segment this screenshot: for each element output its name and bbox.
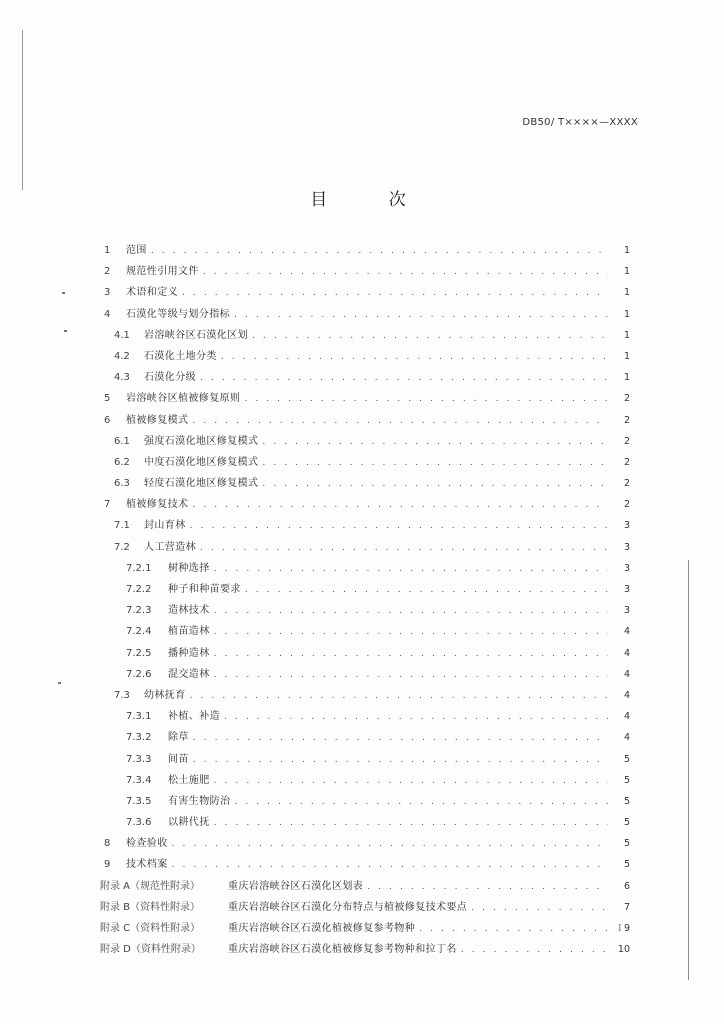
toc-entry-title: 植被修复模式 xyxy=(126,414,189,426)
toc-dot-leader xyxy=(234,792,608,813)
toc-entry-page: 1 xyxy=(623,245,630,256)
toc-dot-leader xyxy=(244,389,608,410)
toc-entry-number: 7.3.5 xyxy=(126,795,152,807)
toc-entry[interactable] xyxy=(100,727,630,748)
toc-entry-number: 4 xyxy=(104,308,111,320)
toc-dot-leader xyxy=(262,453,608,474)
toc-entry-title: 间苗 xyxy=(168,753,189,765)
toc-dot-leader xyxy=(182,283,608,304)
toc-entry-title: 强度石漠化地区修复模式 xyxy=(144,435,259,447)
toc-dot-leader xyxy=(193,750,608,771)
toc-entry-page: 1 xyxy=(623,350,630,362)
toc-entry[interactable] xyxy=(100,876,630,897)
toc-entry-title: 人工营造林 xyxy=(144,541,196,553)
toc-dot-leader xyxy=(203,262,608,283)
toc-entry[interactable] xyxy=(100,431,630,452)
toc-entry-number: 8 xyxy=(104,838,111,850)
table-of-contents xyxy=(100,240,630,960)
toc-entry[interactable] xyxy=(100,621,630,642)
toc-entry-title: 植苗造林 xyxy=(168,626,210,638)
toc-entry-number: 6.3 xyxy=(114,478,130,490)
toc-entry-title: 规范性引用文件 xyxy=(126,266,199,278)
toc-entry-page: 3 xyxy=(623,562,630,574)
toc-entry-page: 1 xyxy=(623,287,630,299)
scan-speck xyxy=(64,330,67,332)
toc-entry-title: 重庆岩溶峡谷区石漠化植被修复参考物种和拉丁名 xyxy=(228,944,457,956)
toc-dot-leader xyxy=(461,940,608,961)
toc-entry[interactable] xyxy=(100,473,630,494)
toc-entry[interactable] xyxy=(100,515,630,536)
toc-entry-title: 石漠化分级 xyxy=(144,372,196,384)
toc-entry[interactable] xyxy=(100,812,630,833)
toc-entry[interactable] xyxy=(100,558,630,579)
toc-entry-title: 封山育林 xyxy=(144,520,186,532)
toc-entry[interactable] xyxy=(100,537,630,558)
toc-entry[interactable] xyxy=(100,325,630,346)
toc-entry-number: 1 xyxy=(104,245,111,256)
toc-entry-number: 7.2.3 xyxy=(126,605,152,617)
toc-entry-page: 1 xyxy=(623,329,630,341)
page-number-mark: I xyxy=(618,924,622,934)
toc-dot-leader xyxy=(252,326,608,347)
toc-entry-page: 6 xyxy=(623,880,630,892)
toc-dot-leader xyxy=(192,411,608,432)
toc-entry-page: 10 xyxy=(617,944,630,956)
toc-entry-number: 3 xyxy=(104,287,111,299)
toc-entry-title: 范围 xyxy=(126,245,147,256)
scan-speck xyxy=(58,682,61,684)
scan-edge-left xyxy=(22,30,23,190)
toc-entry-number: 附录 A（规范性附录） xyxy=(100,880,201,892)
toc-entry-title: 检查验收 xyxy=(126,838,168,850)
toc-entry[interactable] xyxy=(100,261,630,282)
toc-entry[interactable] xyxy=(100,854,630,875)
toc-entry-title: 播种造林 xyxy=(168,647,210,659)
toc-entry[interactable] xyxy=(100,282,630,303)
toc-entry-page: 4 xyxy=(623,647,630,659)
toc-entry-page: 2 xyxy=(623,414,630,426)
toc-dot-leader xyxy=(151,241,608,262)
toc-entry-page: 5 xyxy=(623,774,630,786)
toc-entry-page: 3 xyxy=(623,584,630,595)
toc-entry-title: 重庆岩溶峡谷区石漠化分布特点与植被修复技术要点 xyxy=(228,901,468,913)
toc-dot-leader xyxy=(214,622,608,643)
toc-entry-number: 7.3.1 xyxy=(126,711,152,723)
toc-entry-page: 2 xyxy=(623,456,630,468)
document-code: DB50/ T××××—XXXX xyxy=(522,117,638,128)
toc-entry-title: 混交造林 xyxy=(168,668,210,680)
toc-entry-number: 附录 B（资料性附录） xyxy=(100,901,201,913)
toc-dot-leader xyxy=(214,644,608,665)
toc-entry-number: 7.3.3 xyxy=(126,753,152,765)
toc-entry-page: 2 xyxy=(623,499,630,511)
toc-entry[interactable] xyxy=(100,897,630,918)
toc-entry-title: 造林技术 xyxy=(168,605,210,617)
toc-entry[interactable] xyxy=(100,664,630,685)
toc-entry-number: 7 xyxy=(104,499,111,511)
toc-entry-page: 4 xyxy=(623,668,630,680)
toc-entry-number: 4.3 xyxy=(114,372,130,384)
toc-entry[interactable] xyxy=(100,749,630,770)
toc-dot-leader xyxy=(245,580,608,601)
toc-entry[interactable] xyxy=(100,833,630,854)
toc-entry[interactable] xyxy=(100,452,630,473)
toc-dot-leader xyxy=(192,495,608,516)
toc-entry[interactable] xyxy=(100,685,630,706)
toc-dot-leader xyxy=(419,919,608,940)
toc-entry-page: 3 xyxy=(623,605,630,617)
toc-entry-number: 6 xyxy=(104,414,111,426)
toc-entry-title: 轻度石漠化地区修复模式 xyxy=(144,478,259,490)
toc-entry-title: 以耕代抚 xyxy=(168,817,210,829)
toc-entry[interactable] xyxy=(100,346,630,367)
toc-entry-title: 重庆岩溶峡谷区石漠化植被修复参考物种 xyxy=(228,923,416,934)
toc-entry-page: 2 xyxy=(623,435,630,447)
toc-entry[interactable] xyxy=(100,706,630,727)
toc-dot-leader xyxy=(262,474,608,495)
toc-entry-number: 6.2 xyxy=(114,456,130,468)
toc-entry-title: 中度石漠化地区修复模式 xyxy=(144,456,259,468)
toc-entry-page: 2 xyxy=(623,393,630,405)
toc-entry-number: 7.1 xyxy=(114,520,130,532)
toc-dot-leader xyxy=(234,305,608,326)
toc-dot-leader xyxy=(190,686,608,707)
toc-dot-leader xyxy=(214,601,608,622)
toc-entry-number: 7.3.6 xyxy=(126,817,152,829)
toc-entry-number: 4.1 xyxy=(114,329,130,341)
toc-dot-leader xyxy=(200,368,608,389)
toc-dot-leader xyxy=(172,834,608,855)
scan-edge-right xyxy=(688,560,689,980)
toc-dot-leader xyxy=(200,538,608,559)
toc-entry-page: 5 xyxy=(623,838,630,850)
toc-entry[interactable] xyxy=(100,494,630,515)
toc-entry-number: 7.2.1 xyxy=(126,562,152,574)
toc-entry-page: 7 xyxy=(623,901,630,913)
toc-entry-number: 附录 C（资料性附录） xyxy=(100,923,201,934)
toc-entry-title: 树种选择 xyxy=(168,562,210,574)
toc-dot-leader xyxy=(190,516,608,537)
toc-entry[interactable] xyxy=(100,600,630,621)
toc-entry-title: 幼林抚育 xyxy=(144,689,186,701)
toc-entry-page: 4 xyxy=(623,626,630,638)
toc-entry-title: 岩溶峡谷区植被修复原则 xyxy=(126,393,241,405)
toc-entry-title: 石漠化土地分类 xyxy=(144,350,217,362)
toc-dot-leader xyxy=(193,728,608,749)
toc-entry-page: 4 xyxy=(623,711,630,723)
toc-dot-leader xyxy=(224,707,608,728)
scan-speck xyxy=(62,292,65,294)
toc-entry-page: 1 xyxy=(623,266,630,278)
toc-entry-title: 有害生物防治 xyxy=(168,795,231,807)
toc-entry-number: 7.3.4 xyxy=(126,774,152,786)
toc-entry-title: 植被修复技术 xyxy=(126,499,189,511)
toc-entry-title: 术语和定义 xyxy=(126,287,178,299)
toc-entry-number: 7.2.6 xyxy=(126,668,152,680)
toc-entry-page: 1 xyxy=(623,308,630,320)
toc-dot-leader xyxy=(214,771,608,792)
toc-entry-title: 石漠化等级与划分指标 xyxy=(126,308,230,320)
toc-entry-page: 4 xyxy=(623,732,630,744)
toc-entry-page: 3 xyxy=(623,520,630,532)
toc-entry-number: 7.2.2 xyxy=(126,584,152,595)
toc-entry-page: 5 xyxy=(623,859,630,871)
toc-entry-page: 1 xyxy=(623,372,630,384)
toc-entry[interactable] xyxy=(100,410,630,431)
toc-entry-title: 补植、补造 xyxy=(168,711,220,723)
toc-entry[interactable] xyxy=(100,240,630,261)
toc-entry-title: 除草 xyxy=(168,732,189,744)
toc-title: 目 次 xyxy=(310,190,434,210)
toc-dot-leader xyxy=(214,665,608,686)
toc-entry-number: 7.2.4 xyxy=(126,626,152,638)
toc-dot-leader xyxy=(172,855,608,876)
toc-entry-number: 7.3.2 xyxy=(126,732,152,744)
toc-dot-leader xyxy=(471,898,608,919)
toc-entry[interactable] xyxy=(100,643,630,664)
toc-entry-page: 5 xyxy=(623,795,630,807)
toc-entry-page: 5 xyxy=(623,753,630,765)
toc-entry-title: 岩溶峡谷区石漠化区划 xyxy=(144,329,248,341)
toc-entry-page: 3 xyxy=(623,541,630,553)
toc-entry-number: 6.1 xyxy=(114,435,130,447)
toc-entry-title: 技术档案 xyxy=(126,859,168,871)
toc-entry-number: 5 xyxy=(104,393,111,405)
toc-entry[interactable] xyxy=(100,918,630,939)
toc-entry-number: 4.2 xyxy=(114,350,130,362)
toc-entry[interactable] xyxy=(100,770,630,791)
toc-entry-number: 7.3 xyxy=(114,689,130,701)
toc-entry[interactable] xyxy=(100,791,630,812)
toc-dot-leader xyxy=(221,347,608,368)
toc-dot-leader xyxy=(262,432,608,453)
toc-entry[interactable] xyxy=(100,939,630,960)
toc-dot-leader xyxy=(367,877,608,898)
toc-entry-number: 2 xyxy=(104,266,111,278)
toc-entry-page: 9 xyxy=(623,923,630,934)
toc-entry[interactable] xyxy=(100,579,630,600)
toc-entry-number: 9 xyxy=(104,859,111,871)
toc-entry-title: 种子和种苗要求 xyxy=(168,584,241,595)
toc-entry-number: 7.2 xyxy=(114,541,130,553)
toc-entry-title: 重庆岩溶峡谷区石漠化区划表 xyxy=(228,880,364,892)
toc-entry-number: 7.2.5 xyxy=(126,647,152,659)
toc-entry-page: 2 xyxy=(623,478,630,490)
toc-dot-leader xyxy=(214,559,608,580)
toc-entry-number: 附录 D（资料性附录） xyxy=(100,944,201,956)
toc-entry-page: 4 xyxy=(623,689,630,701)
toc-dot-leader xyxy=(214,813,608,834)
toc-entry-title: 松土施肥 xyxy=(168,774,210,786)
toc-entry-page: 5 xyxy=(623,817,630,829)
toc-entry[interactable] xyxy=(100,388,630,409)
toc-entry[interactable] xyxy=(100,304,630,325)
toc-entry[interactable] xyxy=(100,367,630,388)
